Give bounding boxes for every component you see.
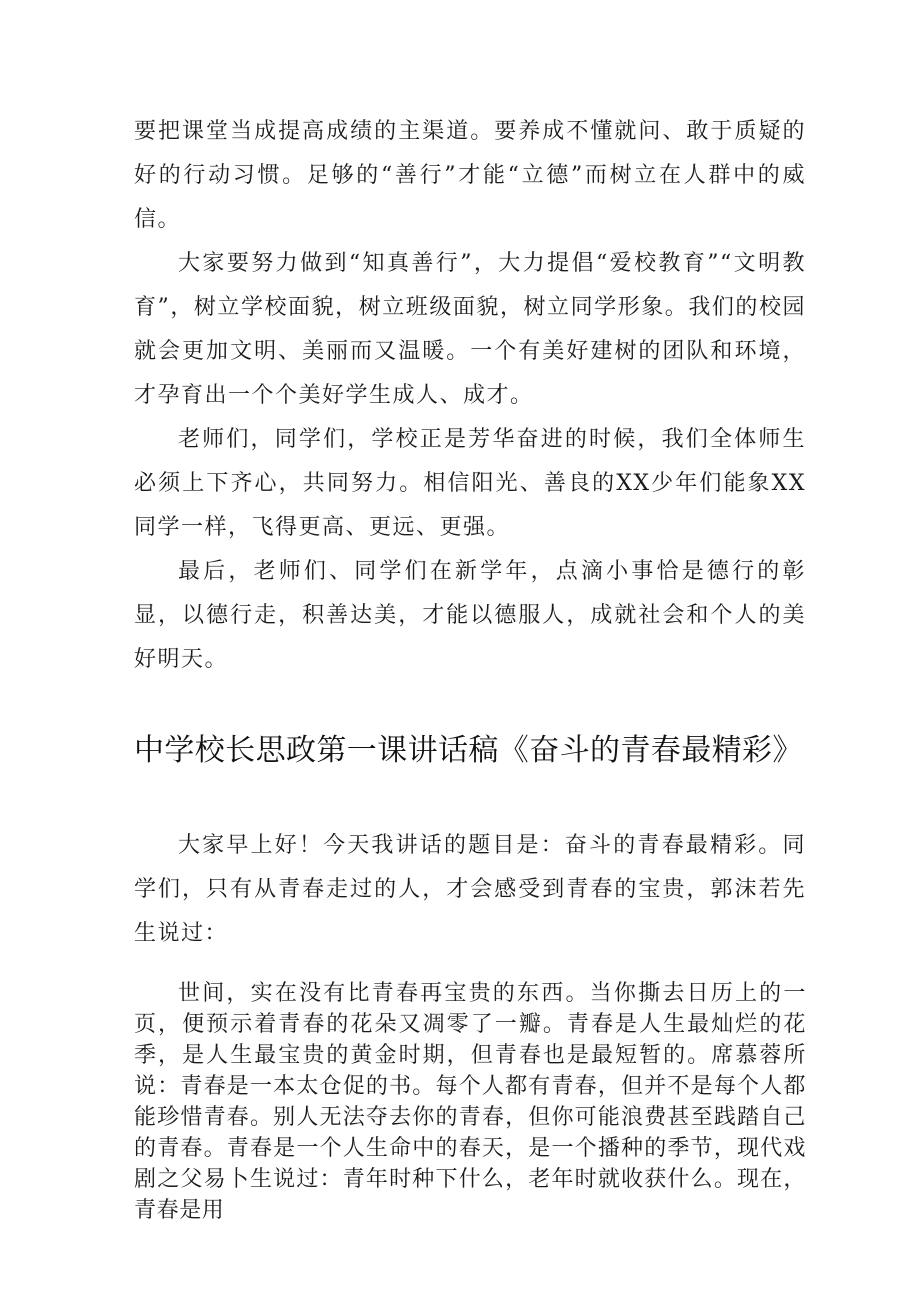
document-title: 中学校长思政第一课讲话稿《奋斗的青春最精彩》 xyxy=(134,733,803,768)
continued-section xyxy=(134,110,806,682)
speech-opening-section xyxy=(134,824,806,956)
paragraph-2: 大家要努力做到“知真善行”，大力提倡“爱校教育”“文明教育”，树立学校面貌，树立班级面貌，树立同学形象。我们的校园就会更加文明、美丽而又温暖。一个有美好建树的团队和环境，才孕育出一个个美好学生成人、成才。 xyxy=(134,251,806,408)
paragraph-1: 要把课堂当成提高成绩的主渠道。要养成不懂就问、敢于质疑的好的行动习惯。足够的“善行”才能“立德”而树立在人群中的威信。 xyxy=(134,119,806,232)
document-page xyxy=(134,110,806,1226)
speech-opening: 大家早上好！今天我讲话的题目是：奋斗的青春最精彩。同学们，只有从青春走过的人，才会感受到青春的宝贵，郭沫若先生说过： xyxy=(134,833,806,946)
paragraph-4: 最后，老师们、同学们在新学年，点滴小事恰是德行的彰显，以德行走，积善达美，才能以德服人，成就社会和个人的美好明天。 xyxy=(134,559,806,672)
quote-section xyxy=(134,978,806,1226)
quote-paragraph: 世间，实在没有比青春再宝贵的东西。当你撕去日历上的一页，便预示着青春的花朵又凋零了一瓣。青春是人生最灿烂的花季，是人生最宝贵的黄金时期，但青春也是最短暂的。席慕蓉所说：青春是一本太仓促的书。每个人都有青春，但并不是每个人都能珍惜青春。别人无法夺去你的青春，但你可能浪费甚至践踏自己的青春。青春是一个人生命中的春天，是一个播种的季节，现代戏剧之父易卜生说过：青年时种下什么，老年时就收获什么。现在，青春是用 xyxy=(134,981,806,1223)
paragraph-3: 老师们，同学们，学校正是芳华奋进的时候，我们全体师生必须上下齐心，共同努力。相信阳光、善良的XX少年们能象XX同学一样，飞得更高、更远、更强。 xyxy=(134,427,806,540)
